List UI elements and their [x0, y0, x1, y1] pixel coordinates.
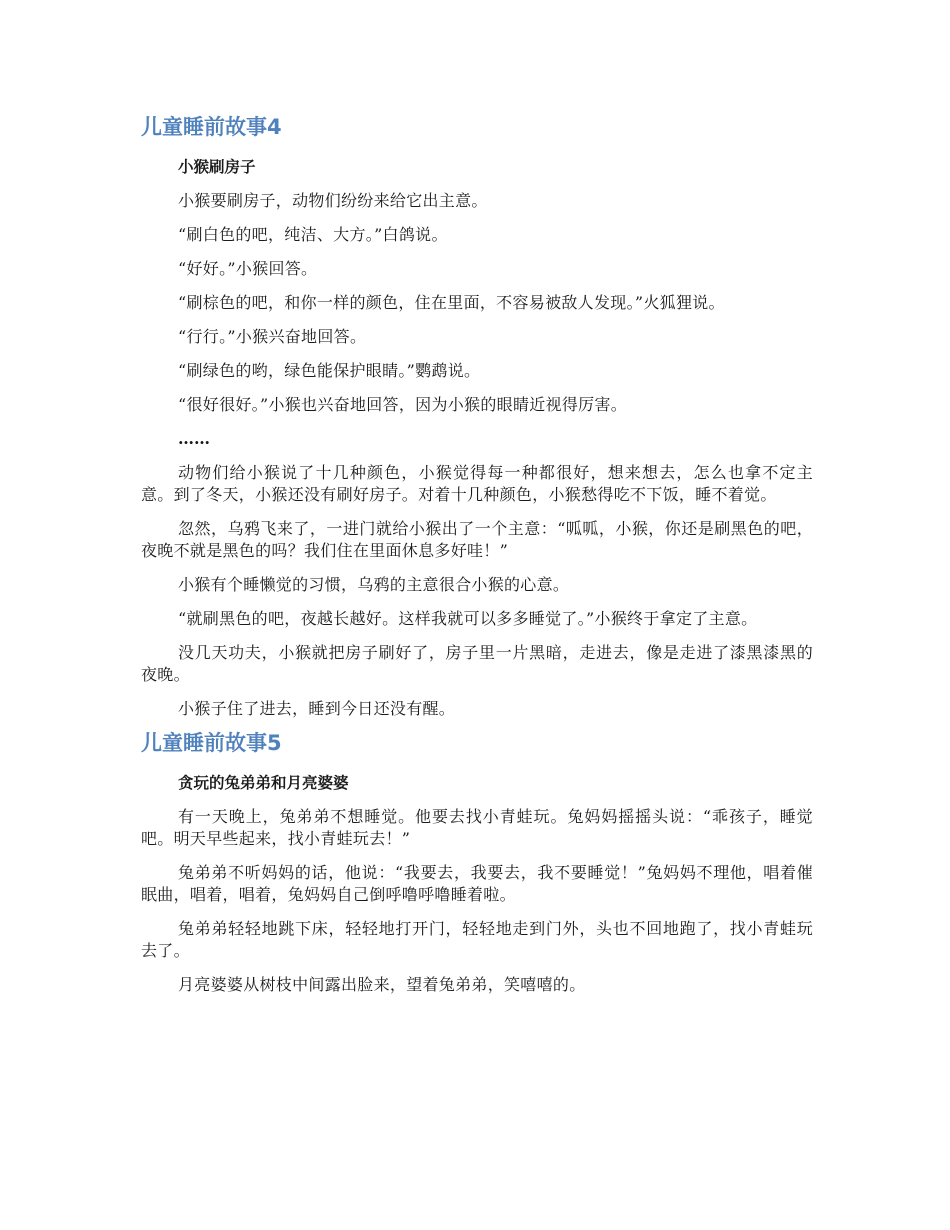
story-title: 小猴刷房子 — [178, 158, 256, 176]
section-heading: 儿童睡前故事4 — [141, 115, 282, 139]
paragraph: 忽然，乌鸦飞来了，一进门就给小猴出了一个主意：“呱呱，小猴，你还是刷黑色的吧，夜晚不就是黑色的吗？我们住在里面休息多好哇！” — [141, 519, 813, 560]
paragraph: “好好。”小猴回答。 — [178, 259, 318, 278]
paragraph: 小猴有个睡懒觉的习惯，乌鸦的主意很合小猴的心意。 — [178, 575, 570, 594]
story-section-5 — [141, 728, 813, 996]
paragraph: “就刷黑色的吧，夜越长越好。这样我就可以多多睡觉了。”小猴终于拿定了主意。 — [178, 609, 758, 628]
paragraph: 兔弟弟不听妈妈的话，他说：“我要去，我要去，我不要睡觉！”兔妈妈不理他，唱着催眠曲，唱着，唱着，兔妈妈自己倒呼噜呼噜睡着啦。 — [141, 863, 813, 904]
ellipsis: …… — [178, 429, 210, 448]
paragraph: “刷白色的吧，纯洁、大方。”白鸽说。 — [178, 225, 448, 244]
document-page — [141, 112, 813, 996]
paragraph: 兔弟弟轻轻地跳下床，轻轻地打开门，轻轻地走到门外，头也不回地跑了，找小青蛙玩去了。 — [141, 919, 813, 960]
paragraph: 月亮婆婆从树枝中间露出脸来，望着兔弟弟，笑嘻嘻的。 — [178, 975, 586, 994]
paragraph: 动物们给小猴说了十几种颜色，小猴觉得每一种都很好，想来想去，怎么也拿不定主意。到了冬天，小猴还没有刷好房子。对着十几种颜色，小猴愁得吃不下饭，睡不着觉。 — [141, 463, 813, 504]
paragraph: 没几天功夫，小猴就把房子刷好了，房子里一片黑暗，走进去，像是走进了漆黑漆黑的夜晚。 — [141, 643, 813, 684]
section-heading: 儿童睡前故事5 — [141, 731, 282, 755]
paragraph: “刷棕色的吧，和你一样的颜色，住在里面，不容易被敌人发现。”火狐狸说。 — [178, 293, 725, 312]
paragraph: 小猴子住了进去，睡到今日还没有醒。 — [178, 699, 456, 718]
paragraph: 小猴要刷房子，动物们纷纷来给它出主意。 — [178, 191, 488, 210]
story-title: 贪玩的兔弟弟和月亮婆婆 — [178, 774, 349, 792]
paragraph: “行行。”小猴兴奋地回答。 — [178, 327, 367, 346]
story-section-4 — [141, 112, 813, 720]
paragraph: “很好很好。”小猴也兴奋地回答，因为小猴的眼睛近视得厉害。 — [178, 395, 628, 414]
paragraph: 有一天晚上，兔弟弟不想睡觉。他要去找小青蛙玩。兔妈妈摇摇头说：“乖孩子，睡觉吧。明天早些起来，找小青蛙玩去！” — [141, 807, 813, 848]
paragraph: “刷绿色的哟，绿色能保护眼睛。”鹦鹉说。 — [178, 361, 481, 380]
